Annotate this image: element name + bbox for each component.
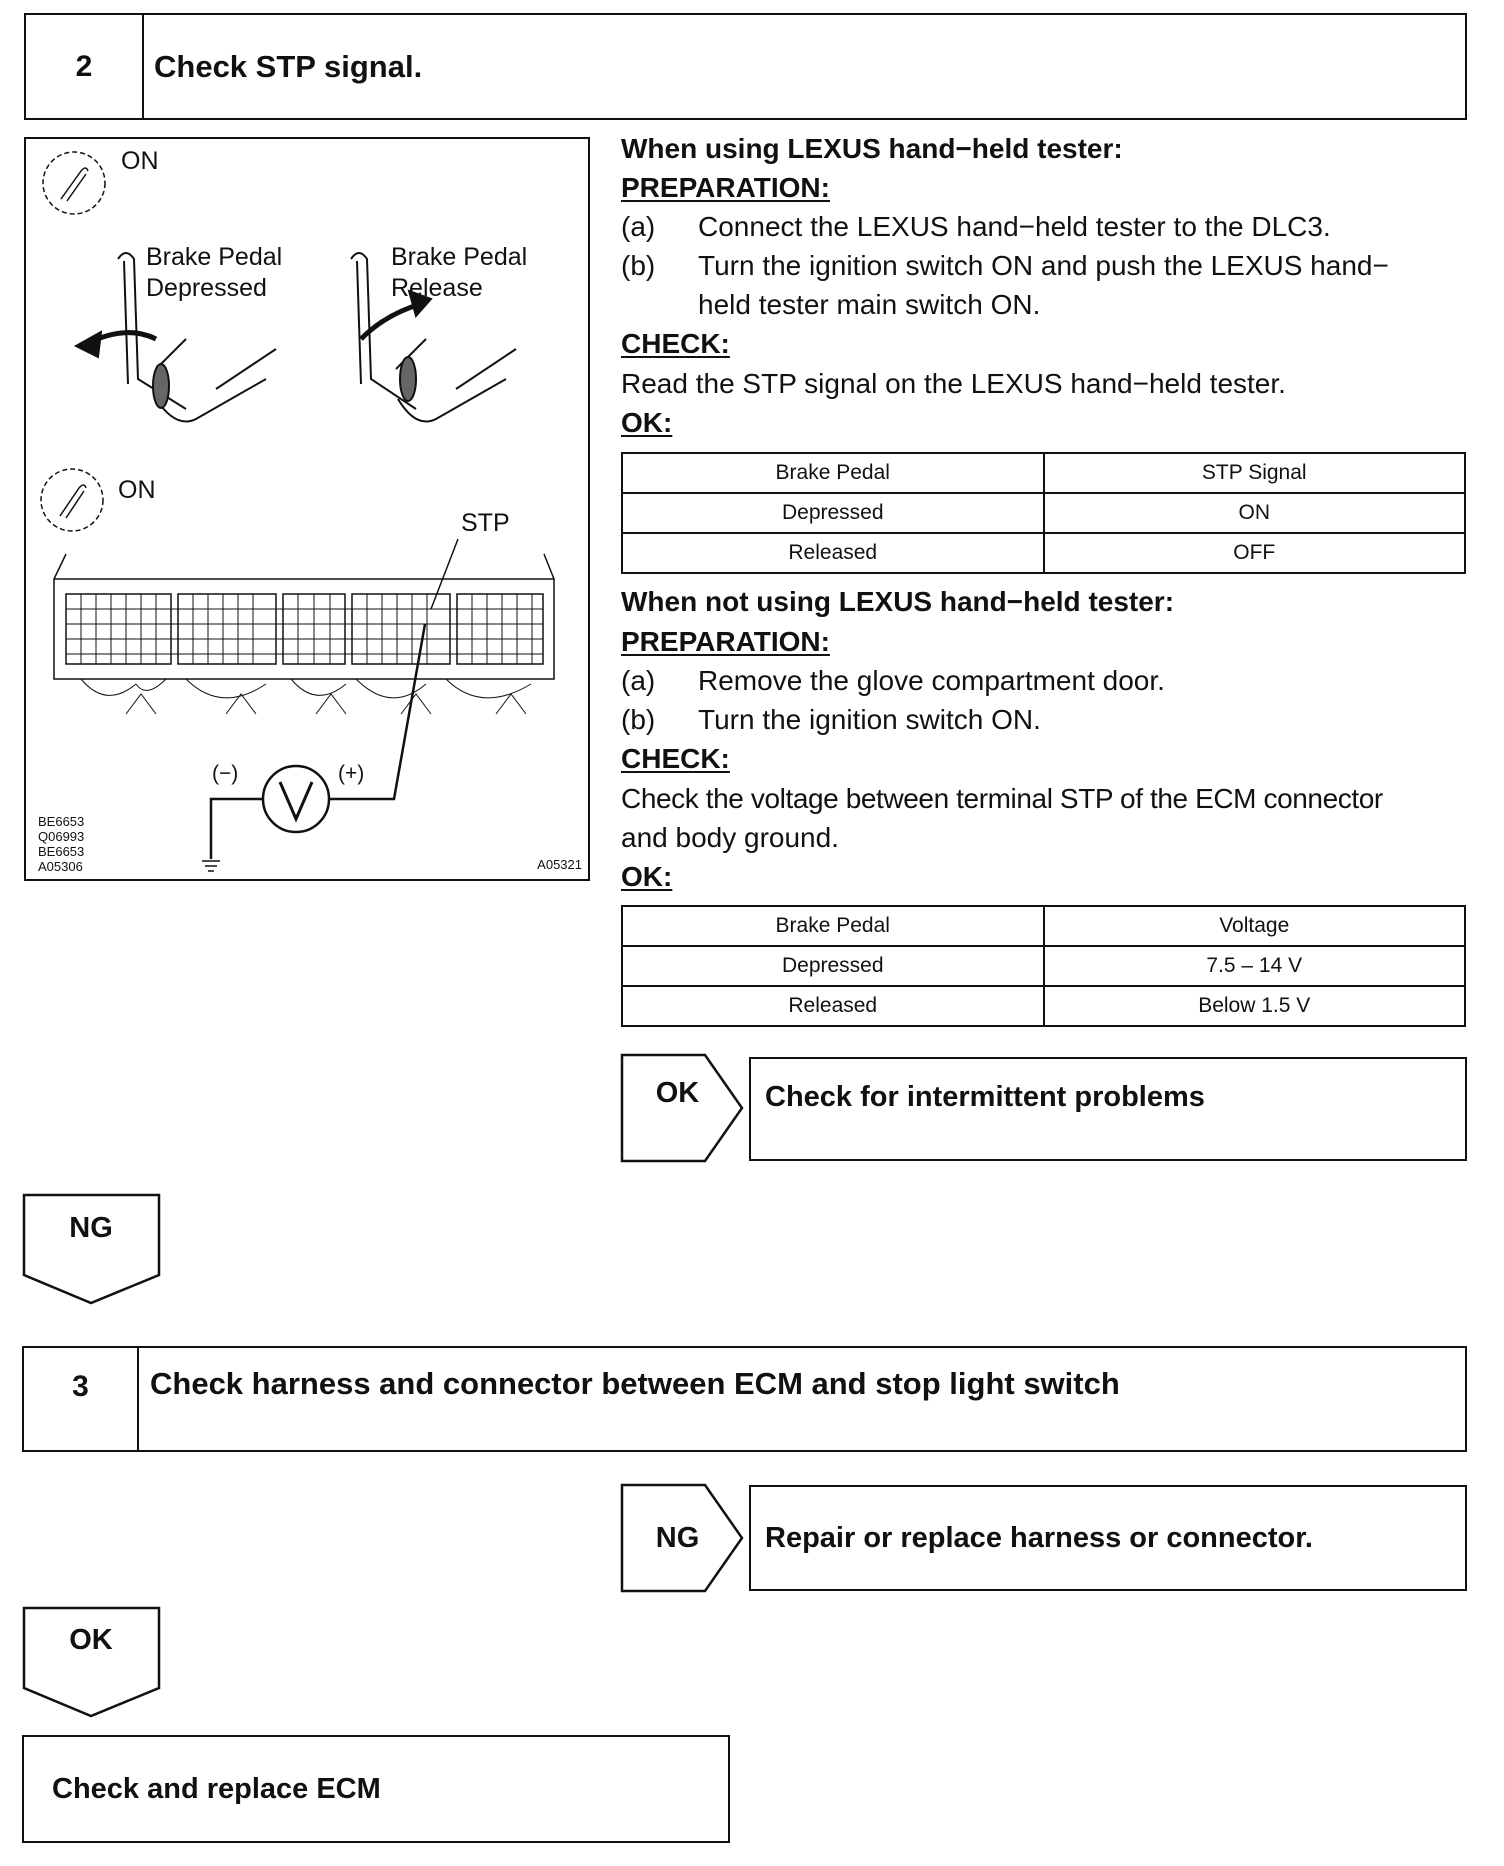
tester-step-b-text-2: held tester main switch ON. (698, 289, 1041, 320)
table-cell: Released (622, 986, 1044, 1026)
table-header-cell: Brake Pedal (622, 453, 1044, 493)
no-tester-check-text-1: Check the voltage between terminal STP of the ECM connector (621, 783, 1383, 814)
no-tester-ok-heading: OK: (621, 861, 673, 892)
ok-arrow-label: OK (69, 1624, 113, 1656)
table-header-cell: Voltage (1044, 906, 1466, 946)
pedal-release-label-2: Release (391, 274, 483, 302)
wiring-figure (24, 137, 590, 881)
negative-probe-label: (−) (212, 762, 239, 785)
tester-step-b-label: (b) (621, 250, 656, 281)
voltmeter-icon (263, 766, 329, 832)
ok-down-arrow-icon (22, 1606, 162, 1718)
step-2-number: 2 (26, 15, 144, 118)
repair-harness-result-box: Repair or replace harness or connector. (749, 1485, 1467, 1591)
table-row (622, 493, 1465, 533)
table-row (622, 533, 1465, 573)
ignition-on-label-top: ON (121, 147, 159, 175)
tester-check-heading: CHECK: (621, 328, 730, 359)
no-tester-step-b-text: Turn the ignition switch ON. (698, 704, 1041, 735)
tester-check-text: Read the STP signal on the LEXUS hand−held tester. (621, 368, 1286, 399)
table-row (622, 946, 1465, 986)
figure-codes: BE6653 Q06993 BE6653 A05306 (38, 814, 85, 874)
table-cell: 7.5 – 14 V (1044, 946, 1466, 986)
ignition-key-icon (41, 469, 103, 531)
ignition-on-label-bottom: ON (118, 476, 156, 504)
step-3-header (22, 1346, 1467, 1452)
ignition-key-icon (43, 152, 105, 214)
ground-icon (202, 861, 220, 871)
step-3-number: 3 (24, 1348, 139, 1450)
table-header-row (622, 453, 1465, 493)
ng-result-tag: NG (655, 1521, 700, 1554)
table-row (622, 986, 1465, 1026)
table-cell: Depressed (622, 493, 1044, 533)
step-2-title: Check STP signal. (154, 48, 423, 84)
tester-heading: When using LEXUS hand−held tester: (621, 133, 1123, 164)
pedal-depressed-label-1: Brake Pedal (146, 243, 283, 271)
table-header-cell: Brake Pedal (622, 906, 1044, 946)
tester-step-b-text-1: Turn the ignition switch ON and push the LEXUS hand− (698, 250, 1389, 281)
replace-ecm-box: Check and replace ECM (22, 1735, 730, 1843)
table-cell: ON (1044, 493, 1466, 533)
table-cell: OFF (1044, 533, 1466, 573)
ng-arrow-label: NG (69, 1212, 113, 1244)
tester-step-a-text: Connect the LEXUS hand−held tester to the DLC3. (698, 211, 1331, 242)
table-header-row (622, 906, 1465, 946)
voltage-spec-table (621, 905, 1466, 1027)
tester-ok-heading: OK: (621, 407, 673, 438)
no-tester-prep-heading: PREPARATION: (621, 626, 830, 657)
step-2-header (24, 13, 1467, 120)
figure-id: A05321 (537, 857, 582, 872)
table-header-cell: STP Signal (1044, 453, 1466, 493)
pedal-release-label-1: Brake Pedal (391, 243, 528, 271)
tester-step-a-label: (a) (621, 211, 656, 242)
ng-down-arrow-icon (22, 1193, 162, 1305)
no-tester-heading: When not using LEXUS hand−held tester: (621, 586, 1175, 617)
no-tester-step-b-label: (b) (621, 704, 656, 735)
tester-prep-heading: PREPARATION: (621, 172, 830, 203)
positive-probe-label: (+) (338, 762, 365, 785)
tester-spec-table (621, 452, 1466, 574)
no-tester-check-heading: CHECK: (621, 743, 730, 774)
no-tester-check-text-2: and body ground. (621, 822, 839, 853)
no-tester-step-a-label: (a) (621, 665, 656, 696)
pedal-depressed-label-2: Depressed (146, 274, 267, 302)
ok-result-tag: OK (655, 1076, 700, 1109)
step-3-title: Check harness and connector between ECM and stop light switch (150, 1366, 1120, 1401)
ecm-connector-drawing (54, 554, 554, 714)
table-cell: Depressed (622, 946, 1044, 986)
table-cell: Below 1.5 V (1044, 986, 1466, 1026)
intermittent-result-box: Check for intermittent problems (749, 1057, 1467, 1161)
stp-terminal-label: STP (461, 509, 510, 537)
table-cell: Released (622, 533, 1044, 573)
no-tester-step-a-text: Remove the glove compartment door. (698, 665, 1165, 696)
